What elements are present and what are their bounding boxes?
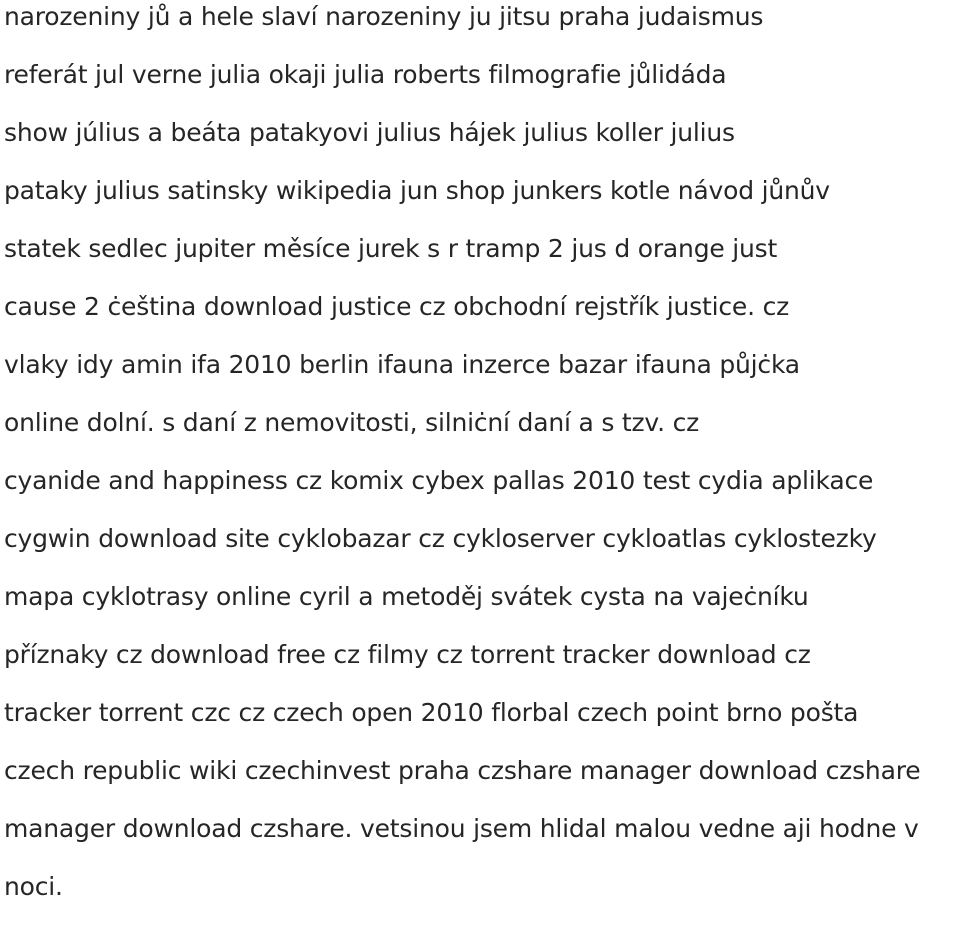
text-line: pataky julius satinsky wikipedia jun shop junkers kotle návod jůnův xyxy=(4,176,830,205)
text-line: referát jul verne julia okaji julia roberts filmografie jůlidáda xyxy=(4,60,727,89)
text-line: online dolní. s daní z nemovitosti, silniċní daní a s tzv. cz xyxy=(4,408,700,437)
text-line: manager download czshare. vetsinou jsem hlidal malou vedne aji hodne v xyxy=(4,814,919,843)
text-line: cyanide and happiness cz komix cybex pallas 2010 test cydia aplikace xyxy=(4,466,874,495)
text-line: cygwin download site cyklobazar cz cykloserver cykloatlas cyklostezky xyxy=(4,524,877,553)
text-line: czech republic wiki czechinvest praha czshare manager download czshare xyxy=(4,756,921,785)
text-line: příznaky cz download free cz filmy cz torrent tracker download cz xyxy=(4,640,811,669)
text-line: tracker torrent czc cz czech open 2010 florbal czech point brno pošta xyxy=(4,698,859,727)
text-line: vlaky idy amin ifa 2010 berlin ifauna inzerce bazar ifauna půjċka xyxy=(4,350,800,379)
text-line: mapa cyklotrasy online cyril a metoděj svátek cysta na vajeċníku xyxy=(4,582,809,611)
text-line: statek sedlec jupiter měsíce jurek s r tramp 2 jus d orange just xyxy=(4,234,778,263)
text-line: narozeniny jů a hele slaví narozeniny ju jitsu praha judaismus xyxy=(4,2,764,31)
text-line: cause 2 ċeština download justice cz obchodní rejstřík justice. cz xyxy=(4,292,790,321)
text-line: show július a beáta patakyovi julius hájek julius koller julius xyxy=(4,118,735,147)
text-line: noci. xyxy=(4,872,63,901)
document-body xyxy=(4,0,960,928)
